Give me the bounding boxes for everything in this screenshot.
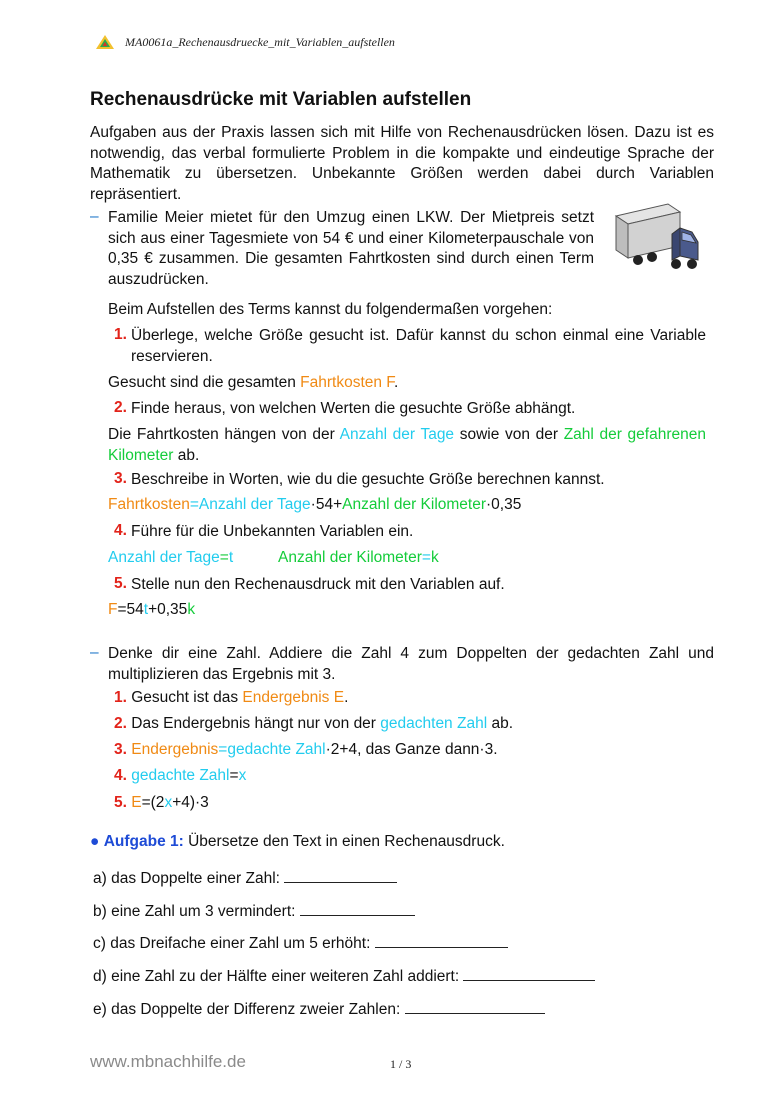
formula-term: gedachte Zahl [131, 767, 230, 784]
page-header [95, 34, 395, 50]
task-item [93, 933, 508, 955]
answer-text: . [394, 374, 399, 391]
example-2-line-5 [114, 793, 209, 814]
step-number: 3. [114, 741, 127, 758]
list-dash: – [90, 644, 99, 661]
highlight-text: Anzahl der Tage [339, 426, 455, 443]
step-4-answer-2 [278, 548, 439, 569]
answer-text: Gesucht sind die gesamten [108, 374, 301, 391]
formula-term: Anzahl der Kilometer [278, 549, 422, 566]
step-number: 3. [114, 470, 127, 487]
formula-term: gedachte Zahl [227, 741, 326, 758]
answer-text: Gesucht ist das [131, 689, 243, 706]
step-1-answer [108, 373, 398, 394]
formula-variable: E [131, 794, 142, 811]
highlight-text: gedachten Zahl [380, 715, 488, 732]
step-3-text: Beschreibe in Worten, wie du die gesuchte Größe berechnen kannst. [131, 471, 605, 488]
answer-blank[interactable] [463, 966, 595, 981]
formula-operator: = [218, 741, 228, 758]
example-2-line-4 [114, 766, 246, 787]
task-label: Aufgabe 1: [103, 833, 184, 850]
intro-paragraph: Aufgaben aus der Praxis lassen sich mit Hilfe von Rechenausdrücken lösen. Dazu ist es notwendig, das verbal formulierte Problem in die kompakte und eindeutige Sprache der Mathematik zu übersetzen. Unbekannte Größen werden dabei durch Variablen repräsentiert. [90, 124, 714, 203]
answer-text: ab. [487, 715, 513, 732]
formula-term: Anzahl der Tage [198, 496, 311, 513]
formula-variable: k [430, 549, 439, 566]
step-number: 2. [114, 399, 127, 416]
example-1-text: Familie Meier mietet für den Umzug einen LKW. Der Mietpreis setzt sich aus einer Tagesmiete von 54 € und einer Kilometerpauschale von 0,35 € zusammen. Die gesamten Fahrtkosten sind durch einen Term auszudrücken. [108, 209, 594, 288]
formula-operator: +0,35 [148, 601, 188, 618]
formula-variable: k [187, 601, 196, 618]
answer-text: ab. [173, 446, 200, 464]
formula-term: Anzahl der Kilometer [342, 496, 487, 513]
step-1-text: Überlege, welche Größe gesucht ist. Dafür kannst du schon einmal eine Variable reservieren. [131, 327, 706, 365]
answer-blank[interactable] [300, 901, 415, 916]
task-item-text: a) das Doppelte einer Zahl: [93, 870, 280, 887]
task-item-text: e) das Doppelte der Differenz zweier Zahlen: [93, 1001, 401, 1018]
task-item [93, 966, 595, 988]
highlight-text: Zahl der gefahrenen Kilometer [108, 426, 706, 464]
formula-variable: x [238, 767, 247, 784]
step-4-answer [108, 548, 233, 569]
formula-variable: t [228, 549, 234, 566]
formula-operator: =54 [117, 601, 144, 618]
example-2-text: Denke dir eine Zahl. Addiere die Zahl 4 zum Doppelten der gedachten Zahl und multiplizieren das Ergebnis mit 3. [108, 645, 714, 683]
step-number: 5. [114, 575, 127, 592]
formula-operator: = [421, 549, 431, 566]
formula-variable: x [164, 794, 173, 811]
logo-icon [95, 34, 115, 50]
footer-website: www.mbnachhilfe.de [90, 1052, 246, 1071]
steps-intro: Beim Aufstellen des Terms kannst du folgendermaßen vorgehen: [108, 301, 553, 318]
page-number: 1 / 3 [390, 1057, 412, 1071]
step-5-text: Stelle nun den Rechenausdruck mit den Variablen auf. [131, 576, 505, 593]
example-2-line-2 [114, 714, 513, 735]
example-2-line-3 [114, 740, 498, 761]
formula-operator: = [219, 549, 229, 566]
task-heading [90, 832, 505, 853]
task-item [93, 901, 415, 923]
step-3-answer [108, 495, 521, 516]
formula-term: Fahrtkosten [108, 496, 190, 513]
example-2-line-1 [114, 688, 348, 709]
truck-icon [612, 202, 702, 278]
formula-operator: ·2+4, das Ganze dann·3. [325, 741, 498, 758]
formula-operator: +4)·3 [172, 794, 209, 811]
step-2-answer [108, 425, 706, 466]
document-filename: MA0061a_Rechenausdruecke_mit_Variablen_aufstellen [125, 34, 395, 49]
task-item [93, 868, 397, 890]
formula-term: Endergebnis [131, 741, 219, 758]
formula-operator: ·54+ [310, 496, 343, 513]
formula-variable: t [143, 601, 149, 618]
step-number: 5. [114, 794, 127, 811]
page-title: Rechenausdrücke mit Variablen aufstellen [90, 89, 472, 110]
task-item-text: b) eine Zahl um 3 vermindert: [93, 903, 296, 920]
step-number: 4. [114, 522, 127, 539]
step-number: 1. [114, 689, 127, 706]
highlight-text: Endergebnis E [242, 689, 345, 706]
step-number: 1. [114, 326, 127, 343]
formula-operator: =(2 [141, 794, 165, 811]
step-2-text: Finde heraus, von welchen Werten die gesuchte Größe abhängt. [131, 400, 576, 417]
task-item-text: c) das Dreifache einer Zahl um 5 erhöht: [93, 935, 371, 952]
step-4-text: Führe für die Unbekannten Variablen ein. [131, 523, 414, 540]
answer-blank[interactable] [405, 999, 545, 1014]
answer-text: Die Fahrtkosten hängen von der [108, 426, 340, 443]
highlight-text: Fahrtkosten F [300, 374, 395, 391]
task-instruction: Übersetze den Text in einen Rechenausdruck. [188, 833, 505, 850]
formula-term: Anzahl der Tage [108, 549, 220, 566]
step-number: 2. [114, 715, 127, 732]
step-number: 4. [114, 767, 127, 784]
answer-text: . [344, 689, 349, 706]
answer-blank[interactable] [284, 868, 397, 883]
formula-operator: = [229, 767, 239, 784]
formula-operator: ·0,35 [486, 496, 522, 513]
task-item [93, 999, 545, 1021]
answer-text: sowie von der [454, 426, 564, 443]
formula-variable: F [108, 601, 118, 618]
step-5-answer [108, 600, 195, 621]
list-dash: – [90, 208, 99, 225]
task-item-text: d) eine Zahl zu der Hälfte einer weiteren Zahl addiert: [93, 968, 460, 985]
answer-blank[interactable] [375, 933, 508, 948]
answer-text: Das Endergebnis hängt nur von der [131, 715, 381, 732]
formula-operator: = [189, 496, 199, 513]
bullet-icon: ● [90, 833, 100, 850]
